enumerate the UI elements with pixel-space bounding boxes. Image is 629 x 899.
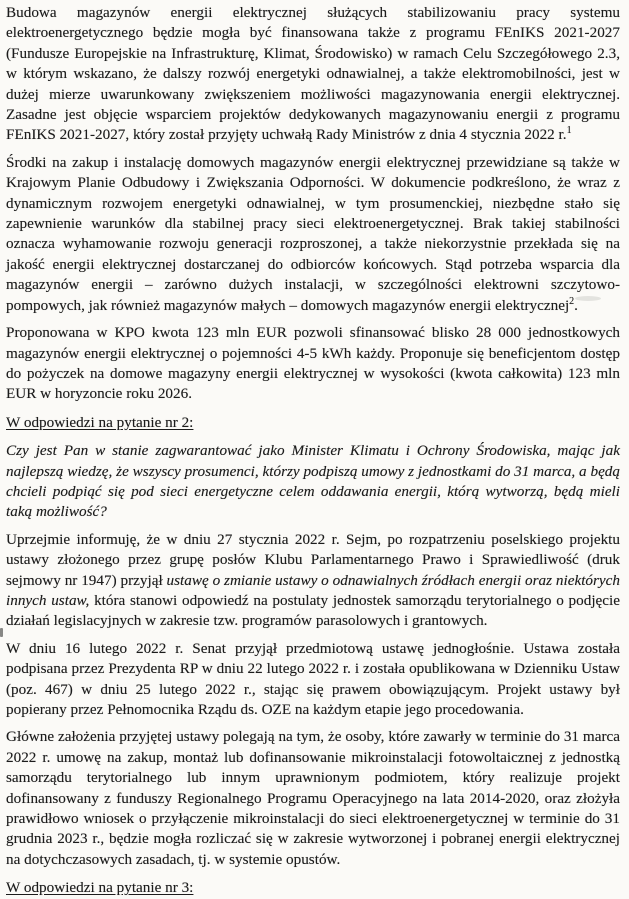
paragraph-suffix: .	[574, 296, 578, 314]
paragraph-kpo-amount	[6, 323, 620, 405]
footnote-reference-2: 2	[569, 295, 575, 307]
heading-text: W odpowiedzi na pytanie nr 2:	[6, 413, 194, 431]
heading-text: W odpowiedzi na pytanie nr 3:	[6, 879, 194, 897]
scan-artifact-smudge	[575, 296, 601, 301]
paragraph-text: Budowa magazynów energii elektrycznej służących stabilizowaniu pracy systemu elektroenergetycznego będzie mogła być finansowana także z programu FEnIKS 2021-2027 (Fundusze Europejskie na Infrastrukturę, Klimat, Środowisko) w ramach Celu Szczegółowego 2.3, w którym wskazano, że dalszy rozwój energetyki odnawialnej, a także elektromobilności, jest w dużej mierze uwarunkowany zwiększeniem możliwości magazynowania energii elektrycznej. Zasadne jest objęcie wsparciem projektów dedykowanych magazynowaniu energii z programu FEnIKS 2021-2027, który został przyjęty uchwałą Rady Ministrów z dnia 4 stycznia 2022 r.	[6, 4, 620, 144]
paragraph-text: Główne założenia przyjętej ustawy polegają na tym, że osoby, które zawarły w terminie do 31 marca 2022 r. umowę na zakup, montaż lub dofinansowanie mikroinstalacji fotowoltaicznej z jednostką samorządu terytorialnego lub innym uprawnionym podmiotem, który realizuje projekt dofinansowany z funduszy Regionalnego Programu Operacyjnego na lata 2014-2020, oraz złożyła prawidłowo wniosek o przyłączenie mikroinstalacji do sieci elektroenergetycznej w terminie do 31 grudnia 2023 r., będzie mogła rozliczać się w zakresie wytworzonej i pobranej energii elektrycznej na dotychczasowych zasadach, tj. w systemie opustów.	[6, 728, 620, 868]
paragraph-lead: Uprzejmie informuję, że w dniu 27 stycznia 2022 r. Sejm, po rozpatrzeniu poselskiego projektu ustawy złożonego przez grupę posłów Klubu Parlamentarnego Prawo i Sprawiedliwość (druk sejmowy nr 1947) przyjął	[6, 530, 620, 589]
paragraph-text: Proponowana w KPO kwota 123 mln EUR pozwoli sfinansować blisko 28 000 jednostkowych magazynów energii elektrycznej o pojemności 4-5 kWh każdy. Proponuje się beneficjentom dostęp do pożyczek na domowe magazyny energii elektrycznej w wysokości (kwota całkowita) 123 mln EUR w horyzoncie roku 2026.	[6, 324, 620, 403]
question-text: Czy jest Pan w stanie zagwarantować jako Minister Klimatu i Ochrony Środowiska, mając jak najlepszą wiedzę, że wszyscy prosumenci, którzy podpiszą umowy z jednostkami do 31 marca, a będą chcieli podpiąć się pod sieci energetyczne celem oddawania energii, którą wytworzą, będą mieli taką możliwość?	[6, 442, 620, 521]
quoted-question-2	[6, 441, 620, 523]
scan-artifact-speck	[0, 628, 3, 637]
paragraph-sejm-act	[6, 530, 620, 632]
paragraph-text: Środki na zakup i instalację domowych magazynów energii elektrycznej przewidziane są także w Krajowym Planie Odbudowy i Zwiększania Odporności. W dokumencie podkreślono, że wraz z dynamicznym rozwojem energetyki odnawialnej, w tym prosumenckiej, niezbędne stało się zapewnienie warunków dla stabilnej pracy sieci elektroenergetycznej. Brak takiej stabilności oznacza wyhamowanie rozwoju generacji rozproszonej, a także niekorzystnie przekłada się na jakość energii elektrycznej dostarczanej do odbiorców końcowych. Stąd potrzeba wsparcia dla magazynów energii – zarówno dużych instalacji, w szczególności elektrowni szczytowo-pompowych, jak również magazynów małych – domowych magazynów energii elektrycznej	[6, 153, 620, 314]
paragraph-act-assumptions	[6, 727, 620, 870]
footnote-reference-1: 1	[566, 125, 572, 137]
paragraph-kpo-home-storage	[6, 153, 620, 316]
section-heading-question-3	[6, 878, 620, 898]
paragraph-text: W dniu 16 lutego 2022 r. Senat przyjął przedmiotową ustawę jednogłośnie. Ustawa została podpisana przez Prezydenta RP w dniu 22 lutego 2022 r. i została opublikowana w Dzienniku Ustaw (poz. 467) w dniu 25 lutego 2022 r., stając się prawem obowiązującym. Projekt ustawy był popierany przez Pełnomocnika Rządu ds. OZE na każdym etapie jego procedowania.	[6, 639, 620, 718]
act-title-italic: ustawę o zmianie ustawy o odnawialnych źródłach energii oraz niektórych innych ustaw,	[6, 571, 620, 609]
paragraph-feniks-funding	[6, 3, 620, 146]
section-heading-question-2	[6, 413, 620, 433]
paragraph-tail: która stanowi odpowiedź na postulaty jednostek samorządu terytorialnego o podjęcie działań legislacyjnych w zakresie tzw. programów parasolowych i grantowych.	[6, 591, 620, 630]
paragraph-senat-president	[6, 639, 620, 721]
